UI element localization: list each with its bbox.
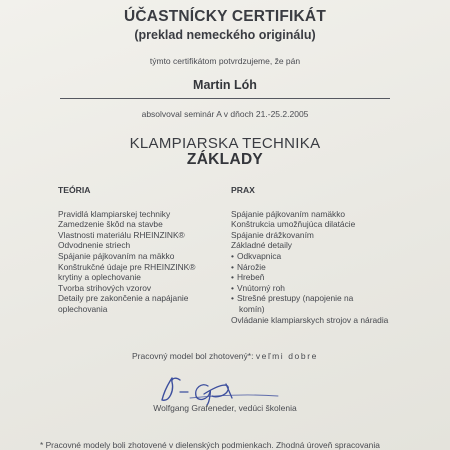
theory-item: Konštrukčné údaje pre RHEINZINK®: [58, 261, 196, 272]
theory-column: [58, 185, 195, 315]
certificate-subtitle: (preklad nemeckého originálu): [134, 28, 316, 42]
signer-name: Wolfgang Grafeneder, vedúci školenia: [153, 403, 297, 413]
practice-bullet-item: • Hrebeň: [231, 272, 388, 283]
practice-item: Ovládanie klampiarskych strojov a náradia: [231, 314, 389, 325]
practice-bullet-item: • Odkvapnica: [231, 251, 388, 262]
theory-item: Odvodnenie striech: [58, 240, 131, 251]
practice-item: Základné detaily: [231, 240, 292, 251]
practice-bullet-item: • Nárožie: [231, 262, 388, 273]
confirmation-text: týmto certifikátom potvrdzujeme, že pán: [149, 56, 301, 66]
work-model-label: Pracovný model bol zhotovený*:: [132, 351, 254, 361]
theory-item: Detaily pre zakončenie a napájanie: [58, 293, 189, 304]
theory-item: Vlastnosti materiálu RHEINZINK®: [58, 229, 185, 240]
practice-item: Spájanie drážkovaním: [231, 229, 314, 240]
theory-item: Tvorba strihových vzorov: [58, 282, 152, 293]
participant-name: Martin Lóh: [193, 78, 257, 92]
practice-bullet-item: • Strešné prestupy (napojenie na: [231, 293, 388, 304]
practice-bullet-item: • Vnútorný roh: [231, 283, 388, 294]
course-subtitle: ZÁKLADY: [186, 151, 264, 168]
theory-item: Zamedzenie škôd na stavbe: [58, 219, 163, 230]
footnote: * Pracovné modely boli zhotovené v dielenských podmienkach. Zhodná úroveň spracovania: [40, 440, 380, 450]
practice-item: Konštrukcia umožňujúca dilatácie: [231, 219, 356, 230]
work-model-rating: [0, 351, 450, 361]
signature-image: [150, 372, 300, 406]
practice-item: Spájanie pájkovaním namäkko: [231, 208, 346, 219]
name-underline: [60, 98, 390, 99]
theory-header: TEÓRIA: [58, 185, 91, 195]
theory-item: oplechovania: [58, 303, 108, 314]
certificate-title: ÚČASTNÍCKY CERTIFIKÁT: [124, 8, 326, 25]
theory-item: krytiny a oplechovanie: [58, 272, 141, 283]
theory-item: Pravidlá klampiarskej techniky: [58, 208, 171, 219]
course-title: KLAMPIARSKA TECHNIKA: [129, 135, 321, 152]
theory-item: Spájanie pájkovaním na mäkko: [58, 250, 175, 261]
attended-text: absolvoval seminár A v dňoch 21.-25.2.2005: [141, 109, 309, 119]
practice-column: [231, 185, 388, 325]
work-model-value: veľmi dobre: [255, 351, 318, 361]
practice-header: PRAX: [231, 185, 255, 195]
practice-bullet-continuation: komín): [239, 303, 265, 314]
